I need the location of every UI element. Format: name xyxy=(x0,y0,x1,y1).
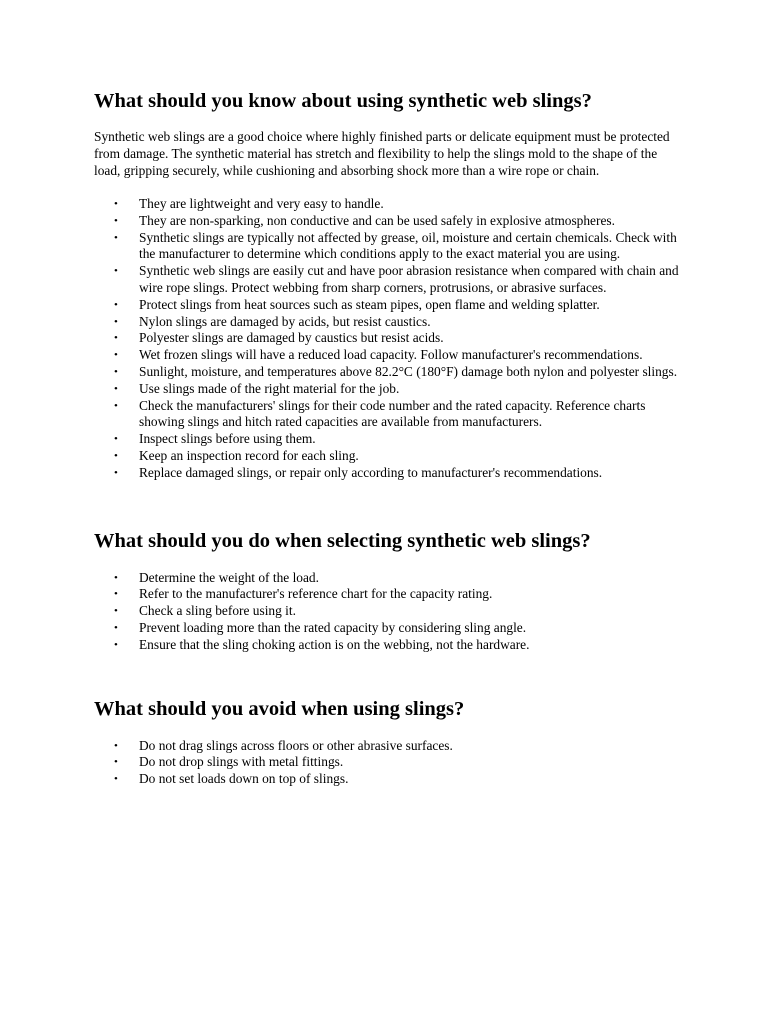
bullet-icon: • xyxy=(114,739,118,752)
section-title-avoid: What should you avoid when using slings? xyxy=(94,697,465,720)
bullet-icon: • xyxy=(114,756,118,769)
list-item: • Wet frozen slings will have a reduced load capacity. Follow manufacturer's recommendations. xyxy=(114,347,643,363)
list-item: • Ensure that the sling choking action is on the webbing, not the hardware. xyxy=(114,636,530,652)
list-item: • Keep an inspection record for each sling. xyxy=(114,447,359,463)
list-item: • Check a sling before using it. xyxy=(114,603,296,619)
bullet-list-avoid xyxy=(94,738,684,788)
bullet-list-know xyxy=(94,196,684,482)
bullet-icon: • xyxy=(114,382,118,395)
bullet-icon: • xyxy=(114,466,118,479)
list-item: • They are lightweight and very easy to handle. xyxy=(114,196,384,211)
section-title-know: What should you know about using synthetic web slings? xyxy=(94,90,592,112)
bullet-icon: • xyxy=(114,621,118,634)
list-item: • Inspect slings before using them. xyxy=(114,431,316,447)
list-item: • Refer to the manufacturer's reference chart for the capacity rating. xyxy=(114,586,493,602)
list-item: • They are non-sparking, non conductive and can be used safely in explosive atmospheres. xyxy=(114,212,615,228)
bullet-icon: • xyxy=(114,571,118,584)
list-item: • Do not set loads down on top of slings. xyxy=(114,771,349,787)
list-item: • Replace damaged slings, or repair only according to manufacturer's recommendations. xyxy=(114,464,603,480)
bullet-list-select xyxy=(94,570,684,654)
bullet-icon: • xyxy=(114,605,118,618)
bullet-icon: • xyxy=(114,365,118,378)
bullet-icon: • xyxy=(114,638,118,651)
section-title-select: What should you do when selecting synthetic web slings? xyxy=(94,529,591,552)
intro-paragraph: Synthetic web slings are a good choice where highly finished parts or delicate equipment must be protected from damage. The synthetic material has stretch and flexibility to help the slings mold to the shape of the load, gripping securely, while cushioning and absorbing shock more than a wire rope or chain. xyxy=(94,129,670,178)
bullet-icon: • xyxy=(114,198,118,210)
list-item: • Synthetic slings are typically not affected by grease, oil, moisture and certain chemicals. Check with the manufacturer to determine which conditions apply to the exact material you are using. xyxy=(114,229,677,262)
list-item: • Nylon slings are damaged by acids, but resist caustics. xyxy=(114,313,431,329)
bullet-icon: • xyxy=(114,214,118,227)
bullet-icon: • xyxy=(114,231,118,244)
list-item: • Determine the weight of the load. xyxy=(114,569,319,585)
list-item: • Sunlight, moisture, and temperatures above 82.2°C (180°F) damage both nylon and polyester slings. xyxy=(114,363,678,379)
list-item: • Polyester slings are damaged by caustics but resist acids. xyxy=(114,330,444,346)
bullet-icon: • xyxy=(114,315,118,328)
list-item: • Check the manufacturers' slings for their code number and the rated capacity. Reference charts showing slings and hitch rated capacities are available from manufacturers. xyxy=(114,397,646,430)
bullet-icon: • xyxy=(114,349,118,362)
list-item: • Do not drag slings across floors or other abrasive surfaces. xyxy=(114,737,453,753)
list-item: • Protect slings from heat sources such as steam pipes, open flame and welding splatter. xyxy=(114,296,600,312)
bullet-icon: • xyxy=(114,773,118,786)
bullet-icon: • xyxy=(114,332,118,345)
list-item: • Synthetic web slings are easily cut and have poor abrasion resistance when compared with chain and wire rope slings. Protect webbing from sharp corners, protrusions, or abrasive surfaces. xyxy=(114,263,679,295)
bullet-icon: • xyxy=(114,588,118,601)
bullet-icon: • xyxy=(114,433,118,446)
list-item: • Do not drop slings with metal fittings. xyxy=(114,754,344,770)
bullet-icon: • xyxy=(114,265,118,278)
bullet-icon: • xyxy=(114,399,118,412)
bullet-icon: • xyxy=(114,449,118,462)
list-item: • Use slings made of the right material for the job. xyxy=(114,380,400,396)
document-page xyxy=(94,0,684,788)
bullet-icon: • xyxy=(114,298,118,311)
list-item: • Prevent loading more than the rated capacity by considering sling angle. xyxy=(114,619,527,635)
